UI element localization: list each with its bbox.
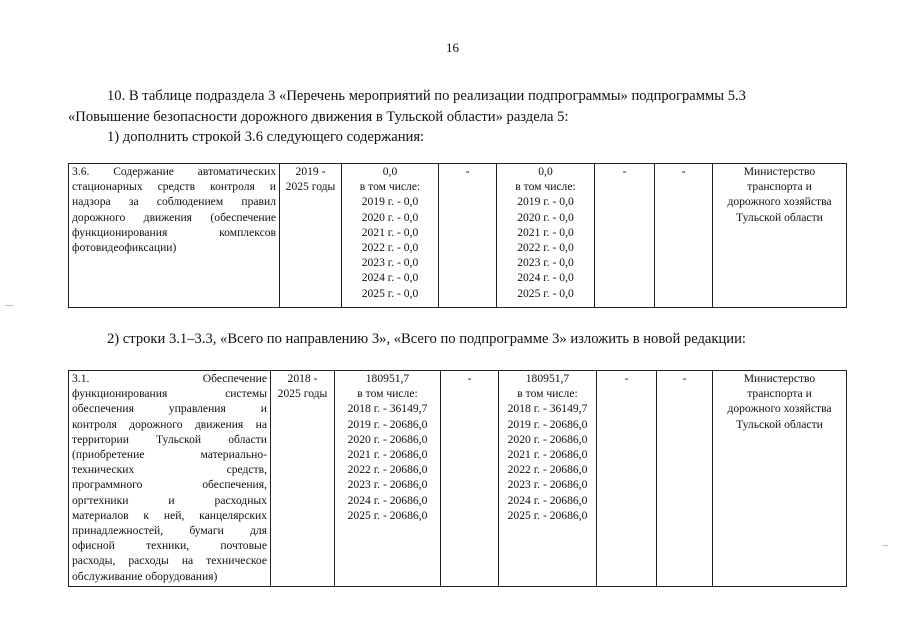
table1-col5-line: 0,0 — [538, 165, 553, 178]
table2-executor-line: Тульской области — [736, 417, 823, 431]
table2-col5-cell — [499, 371, 597, 587]
table1-col5-line: 2021 г. - 0,0 — [517, 225, 574, 239]
table1-executor-line: Тульской области — [736, 210, 823, 224]
table2-desc-line: технических средств, — [72, 463, 267, 477]
table2-desc-line: материалов к ней, канцелярских — [72, 508, 267, 522]
table2-desc-line: обслуживание оборудования) — [72, 569, 218, 583]
table2-desc-line: офисной техники, почтовые — [72, 539, 267, 553]
table1-desc-line: дорожного движения (обеспечение — [72, 210, 276, 224]
table2-desc-line: расходы, расходы на техническое — [72, 554, 267, 568]
table2-desc-line: контроля дорожного движения на — [72, 417, 267, 431]
table2-desc-line: 3.1. Обеспечение — [72, 372, 267, 385]
table1-desc-line: надзора за соблюдением правил — [72, 195, 276, 209]
table2-period-cell — [271, 371, 335, 587]
table2-total-line: 2018 г. - 36149,7 — [347, 402, 428, 416]
table2-total-line: 2022 г. - 20686,0 — [347, 463, 428, 477]
table-row-3-6 — [68, 163, 847, 308]
table2-executor-line: транспорта и — [747, 387, 812, 401]
table1-total-cell — [342, 164, 439, 308]
table2-total-line: 2024 г. - 20686,0 — [347, 493, 428, 507]
table1-total-line: 2020 г. - 0,0 — [361, 210, 419, 224]
table1-total-line: 2019 г. - 0,0 — [361, 195, 419, 209]
table2-total-line: 2020 г. - 20686,0 — [347, 432, 428, 446]
table1-col7-cell: - — [655, 164, 713, 308]
table2-description-cell — [69, 371, 271, 587]
table1-period-line: 2019 - — [295, 165, 326, 178]
table1-total-line: 2023 г. - 0,0 — [361, 256, 419, 270]
table2-col5-line: 2024 г. - 20686,0 — [507, 493, 588, 507]
table1-col5-line: 2019 г. - 0,0 — [517, 195, 574, 209]
intro-line-1: 10. В таблице подраздела 3 «Перечень мероприятий по реализации подпрограммы» подпрограммы 5.3 — [107, 88, 746, 104]
table2-col5-line: 2021 г. - 20686,0 — [507, 448, 588, 462]
table2-col5-line: в том числе: — [517, 387, 578, 401]
mid-instruction: 2) строки 3.1–3.3, «Всего по направлению 3», «Всего по подпрограмме 3» изложить в новой редакции: — [107, 331, 746, 347]
scan-mark — [882, 545, 888, 546]
page-number: 16 — [446, 40, 459, 55]
table2-desc-line: (приобретение материально- — [72, 448, 267, 462]
table1-total-line: 2021 г. - 0,0 — [361, 225, 419, 239]
table2-executor-cell — [713, 371, 847, 587]
table1-desc-line: функционирования комплексов — [72, 225, 276, 239]
table2-total-line: в том числе: — [357, 387, 418, 401]
table1-col5-line: 2025 г. - 0,0 — [517, 286, 574, 300]
table1-col5-line: в том числе: — [515, 180, 576, 194]
table2-total-line: 180951,7 — [365, 372, 410, 385]
table2-total-line: 2025 г. - 20686,0 — [347, 508, 428, 522]
table2-period-line: 2018 - — [287, 372, 318, 385]
table2-col5-line: 2025 г. - 20686,0 — [507, 508, 588, 522]
table2-col7-cell: - — [657, 371, 713, 587]
table2-total-cell — [335, 371, 441, 587]
table1-executor-line: дорожного хозяйства — [727, 195, 832, 209]
table2-desc-line: функционирования системы — [72, 387, 267, 401]
table2-executor-line: дорожного хозяйства — [727, 402, 832, 416]
table2-desc-line: обеспечения управления и — [72, 402, 267, 416]
table2-total-line: 2021 г. - 20686,0 — [347, 448, 428, 462]
table1-col4-cell: - — [439, 164, 497, 308]
table2-period-line: 2025 годы — [277, 387, 328, 401]
table2-desc-line: принадлежностей, бумаги для — [72, 524, 267, 538]
table1-total-line: 2022 г. - 0,0 — [361, 241, 419, 255]
table2-desc-line: территории Тульской области — [72, 432, 267, 446]
table1-col6-cell: - — [595, 164, 655, 308]
table1-col5-line: 2024 г. - 0,0 — [517, 271, 574, 285]
table1-total-line: 2024 г. - 0,0 — [361, 271, 419, 285]
table1-col5-line: 2020 г. - 0,0 — [517, 210, 574, 224]
table1-col5-line: 2023 г. - 0,0 — [517, 256, 574, 270]
table1-executor-line: Министерство — [743, 165, 816, 178]
intro-line-3: 1) дополнить строкой 3.6 следующего содержания: — [107, 129, 425, 145]
table1-col5-cell — [497, 164, 595, 308]
scan-mark — [5, 305, 13, 306]
table1-period-line: 2025 годы — [285, 180, 336, 194]
table2-col5-line: 2023 г. - 20686,0 — [507, 478, 588, 492]
table2-col5-line: 2020 г. - 20686,0 — [507, 432, 588, 446]
table2-col5-line: 180951,7 — [525, 372, 570, 385]
table1-desc-line: 3.6. Содержание автоматических — [72, 165, 276, 178]
table2-col5-line: 2019 г. - 20686,0 — [507, 417, 588, 431]
intro-line-2: «Повышение безопасности дорожного движения в Тульской области» раздела 5: — [68, 109, 569, 125]
table1-total-line: 2025 г. - 0,0 — [361, 286, 419, 300]
table1-total-line: 0,0 — [382, 165, 398, 178]
table1-desc-line: стационарных средств контроля и — [72, 180, 276, 194]
table2-col4-cell: - — [441, 371, 499, 587]
table1-executor-cell — [713, 164, 847, 308]
table1-total-line: в том числе: — [359, 180, 421, 194]
table1-executor-line: транспорта и — [747, 180, 812, 194]
table1-col5-line: 2022 г. - 0,0 — [517, 241, 574, 255]
table1-period-cell — [280, 164, 342, 308]
table2-col6-cell: - — [597, 371, 657, 587]
table-row-3-1 — [68, 370, 847, 587]
table1-description-cell — [69, 164, 280, 308]
table2-col5-line: 2018 г. - 36149,7 — [507, 402, 588, 416]
table2-desc-line: оргтехники и расходных — [72, 493, 267, 507]
table2-executor-line: Министерство — [743, 372, 816, 385]
table2-col5-line: 2022 г. - 20686,0 — [507, 463, 588, 477]
table1-desc-line: фотовидеофиксации) — [72, 241, 177, 255]
table2-desc-line: программного обеспечения, — [72, 478, 267, 492]
table2-total-line: 2019 г. - 20686,0 — [347, 417, 428, 431]
table2-total-line: 2023 г. - 20686,0 — [347, 478, 428, 492]
